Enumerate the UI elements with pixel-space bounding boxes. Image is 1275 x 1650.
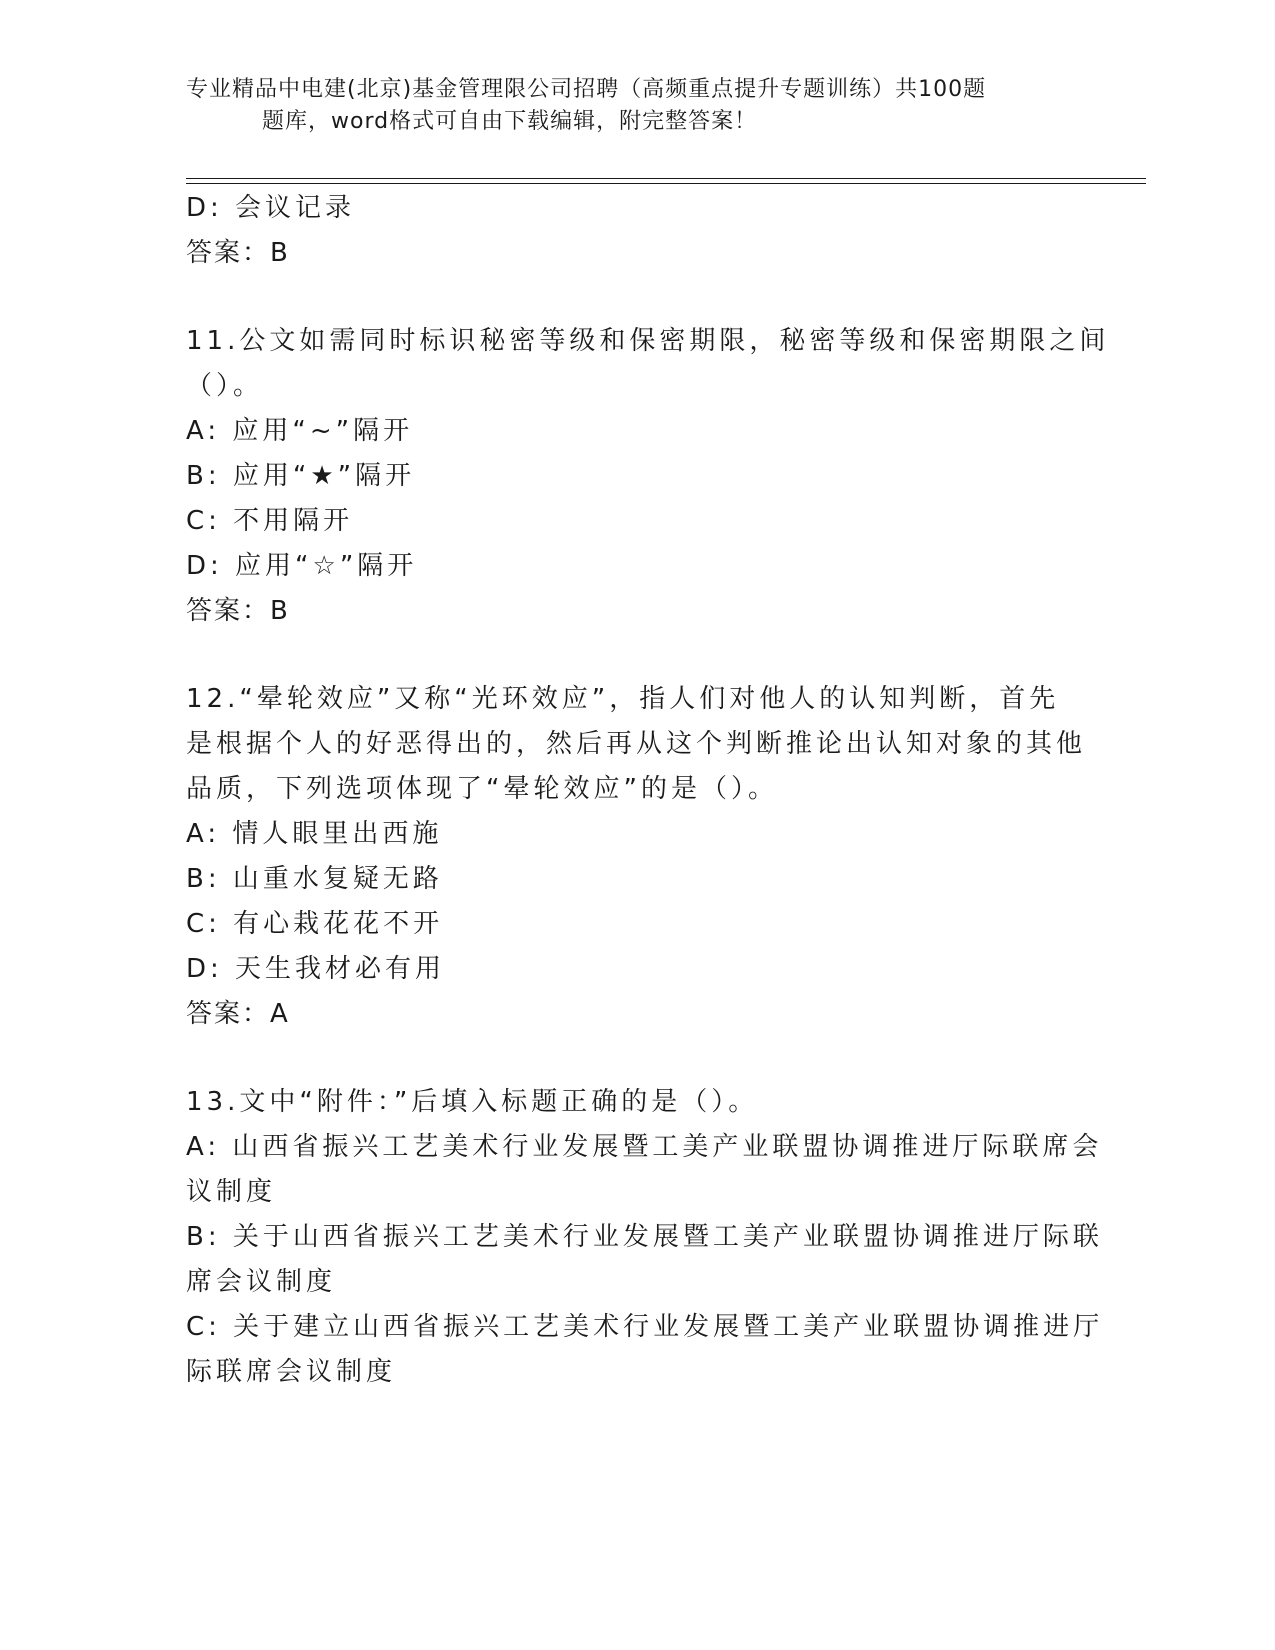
header-title-line1: 专业精品中电建(北京)基金管理限公司招聘（高频重点提升专题训练）共100题	[186, 77, 987, 102]
question-11-option-d: D: 应用“☆”隔开	[186, 551, 418, 581]
question-12-option-b: B: 山重水复疑无路	[186, 864, 443, 894]
page-header	[186, 74, 1086, 138]
header-divider-bottom	[186, 183, 1146, 184]
question-13-stem: 13.文中“附件：”后填入标题正确的是（）。	[186, 1087, 759, 1117]
question-12-answer: 答案：A	[186, 999, 290, 1029]
question-11-stem-line2: （）。	[186, 371, 264, 401]
header-title-line2: 题库，word格式可自由下载编辑，附完整答案！	[262, 109, 758, 134]
question-12-stem-line1: 12.“晕轮效应”又称“光环效应”，指人们对他人的认知判断，首先	[186, 684, 1060, 714]
question-13-option-b-line2: 席会议制度	[186, 1267, 337, 1297]
question-12-option-c: C: 有心栽花花不开	[186, 909, 444, 939]
question-12	[186, 677, 1086, 1037]
spacer	[186, 276, 1086, 319]
spacer	[186, 1037, 1086, 1080]
header-divider-top	[186, 178, 1146, 179]
prev-answer: 答案：B	[186, 238, 290, 268]
question-13-option-b-line1: B: 关于山西省振兴工艺美术行业发展暨工美产业联盟协调推进厅际联	[186, 1222, 1103, 1252]
question-12-stem-line3: 品质，下列选项体现了“晕轮效应”的是（）。	[186, 774, 778, 804]
question-12-option-d: D: 天生我材必有用	[186, 954, 446, 984]
question-11-stem-line1: 11.公文如需同时标识秘密等级和保密期限，秘密等级和保密期限之间	[186, 326, 1110, 356]
spacer	[186, 634, 1086, 677]
question-13-option-c-line2: 际联席会议制度	[186, 1357, 397, 1387]
question-11	[186, 319, 1110, 634]
question-13-option-a-line1: A: 山西省振兴工艺美术行业发展暨工美产业联盟协调推进厅际联席会	[186, 1132, 1103, 1162]
question-12-option-a: A: 情人眼里出西施	[186, 819, 443, 849]
question-content	[186, 186, 1110, 1395]
question-11-option-c: C: 不用隔开	[186, 506, 354, 536]
question-11-answer: 答案：B	[186, 596, 290, 626]
question-13	[186, 1080, 1104, 1395]
question-11-option-b: B: 应用“★”隔开	[186, 461, 416, 491]
question-12-stem-line2: 是根据个人的好恶得出的，然后再从这个判断推论出认知对象的其他	[186, 729, 1087, 759]
question-11-option-a: A: 应用“~”隔开	[186, 416, 414, 446]
question-13-option-c-line1: C: 关于建立山西省振兴工艺美术行业发展暨工美产业联盟协调推进厅	[186, 1312, 1104, 1342]
prev-option-d: D: 会议记录	[186, 193, 356, 223]
question-13-option-a-line2: 议制度	[186, 1177, 277, 1207]
